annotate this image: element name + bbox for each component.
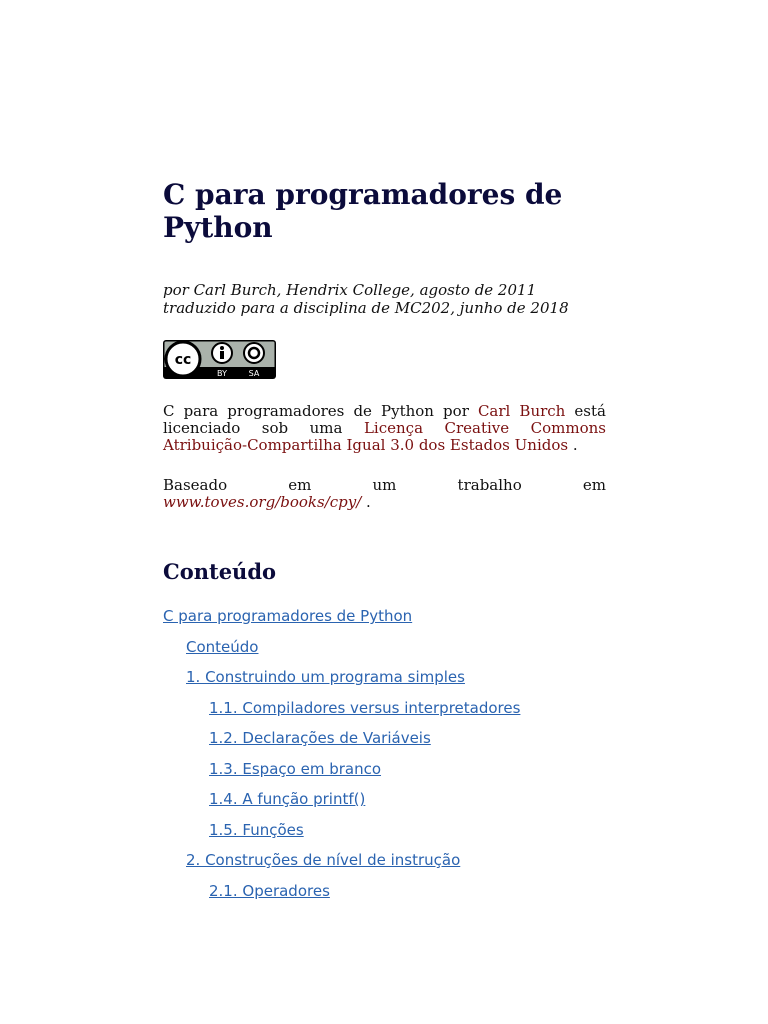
based-on-line — [163, 477, 606, 494]
byline — [163, 281, 606, 317]
toc-link[interactable]: 1.4. A função printf() — [209, 790, 366, 808]
toc-link[interactable]: C para programadores de Python — [163, 607, 413, 625]
cc-by-label: BY — [217, 369, 227, 378]
license-prefix: C para programadores de Python por — [163, 402, 478, 420]
toc-link[interactable]: 1. Construindo um programa simples — [186, 668, 465, 686]
byline-author: por Carl Burch, Hendrix College, agosto de 2011 — [163, 281, 537, 299]
license-suffix: . — [568, 436, 578, 454]
source-link[interactable]: www.toves.org/books/cpy/ — [163, 493, 362, 511]
based-word: Baseado — [163, 476, 228, 494]
based-suffix: . — [361, 493, 371, 511]
based-word: trabalho — [457, 476, 522, 494]
toc-link[interactable]: 1.2. Declarações de Variáveis — [209, 729, 431, 747]
based-word: um — [372, 476, 397, 494]
based-word: em — [582, 476, 606, 494]
toc-link[interactable]: 1.1. Compiladores versus interpretadores — [209, 699, 521, 717]
toc-link[interactable]: 1.5. Funções — [209, 821, 304, 839]
toc-link[interactable]: 1.3. Espaço em branco — [209, 760, 382, 778]
author-link[interactable]: Carl Burch — [477, 402, 566, 420]
svg-text:cc: cc — [174, 352, 192, 368]
license-middle: está licenciado sob uma — [163, 402, 606, 437]
document-title: C para programadores de Python — [163, 178, 563, 244]
contents-heading: Conteúdo — [163, 559, 277, 584]
based-on-paragraph — [163, 477, 606, 511]
license-paragraph — [163, 403, 606, 454]
toc-link[interactable]: 2.1. Operadores — [209, 882, 330, 900]
toc-link[interactable]: 2. Construções de nível de instrução — [186, 851, 461, 869]
based-word: em — [288, 476, 312, 494]
license-link[interactable]: Licença Creative Commons Atribuição-Compartilha Igual 3.0 dos Estados Unidos — [163, 419, 606, 454]
toc-link[interactable]: Conteúdo — [186, 638, 259, 656]
creative-commons-icon[interactable] — [163, 340, 276, 379]
cc-sa-label: SA — [248, 369, 260, 378]
byline-translation: traduzido para a disciplina de MC202, junho de 2018 — [163, 299, 569, 317]
